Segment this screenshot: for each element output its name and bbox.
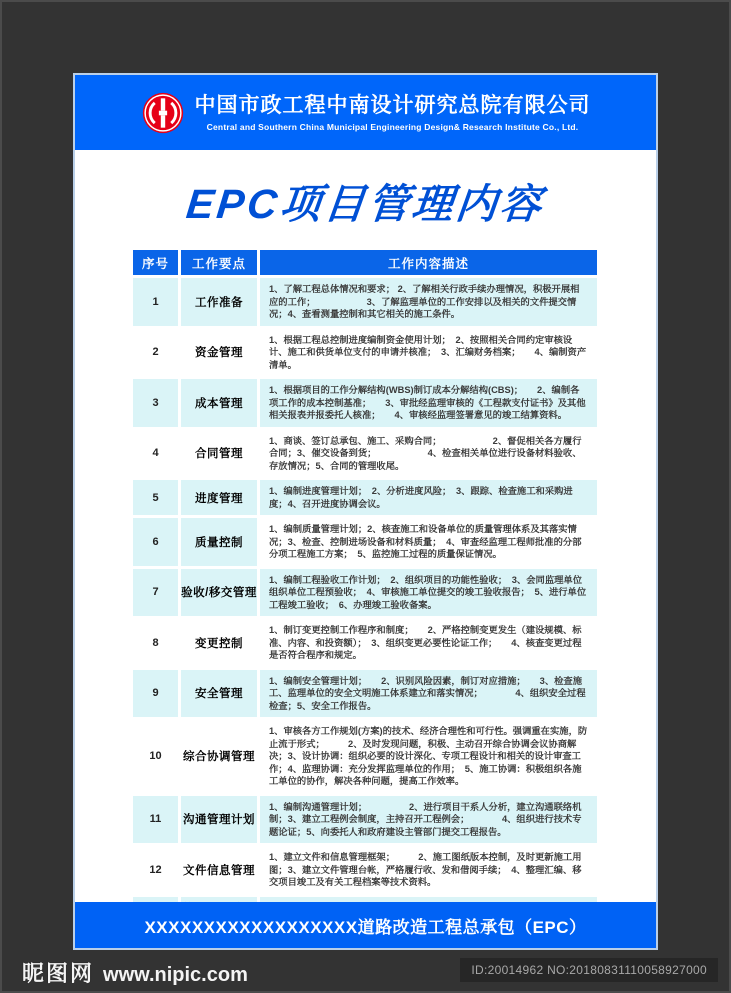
row-number-cell: 3: [133, 379, 178, 427]
table-row: [133, 670, 597, 718]
watermark-site-url: www.nipic.com: [103, 964, 248, 986]
row-number-cell: 7: [133, 569, 178, 617]
poster-footer-band: [75, 902, 656, 948]
institute-logo-icon: [141, 91, 185, 135]
project-name: XXXXXXXXXXXXXXXXXX道路改造工程总承包（EPC）: [144, 917, 587, 937]
table-row: [133, 720, 597, 793]
row-desc-cell: 1、编制工程验收工作计划； 2、组织项目的功能性验收； 3、会同监理单位组织单位工程预验收； 4、审核施工单位提交的竣工验收报告； 5、进行单位工程竣工验收； 6、办理竣工验收备案。: [260, 569, 597, 617]
row-number-cell: 8: [133, 619, 178, 667]
company-name-block: [195, 93, 591, 132]
row-point-cell: 沟通管理计划: [181, 796, 257, 844]
table-row: [133, 796, 597, 844]
row-desc-cell: 1、编制沟通管理计划； 2、进行项目干系人分析，建立沟通联络机制；3、建立工程例会制度，主持召开工程例会； 4、组织进行技术专题论证；5、向委托人和政府建设主管部门提交工程报告。: [260, 796, 597, 844]
row-number-cell: 9: [133, 670, 178, 718]
row-number-cell: 2: [133, 329, 178, 377]
epc-poster: [73, 73, 658, 950]
table-row: [133, 518, 597, 566]
watermark-id-badge: ID:20014962 NO:20180831110058927000: [460, 958, 718, 982]
column-header-desc: 工作内容描述: [260, 250, 597, 275]
row-point-cell: 合同管理: [181, 430, 257, 478]
poster-header-band: [75, 75, 656, 150]
column-header-point: 工作要点: [181, 250, 257, 275]
row-point-cell: 验收/移交管理: [181, 569, 257, 617]
page-title: EPC项目管理内容: [184, 180, 547, 227]
company-name-en: Central and Southern China Municipal Engineering Design& Research Institute Co., Ltd.: [206, 122, 579, 132]
row-desc-cell: 1、制订变更控制工作程序和制度； 2、严格控制变更发生（建设规模、标准、内容、和投资额）； 3、组织变更必要性论证工作； 4、核查变更过程是否符合程序和规定。: [260, 619, 597, 667]
row-point-cell: 综合协调管理: [181, 720, 257, 793]
table-row: [133, 480, 597, 515]
row-number-cell: 6: [133, 518, 178, 566]
row-desc-cell: 1、编制质量管理计划；2、核查施工和设备单位的质量管理体系及其落实情况；3、检查、控制进场设备和材料质量； 4、审查经监理工程师批准的分部分项工程施工方案； 5、监控施工过程的质量保证情况。: [260, 518, 597, 566]
row-desc-cell: 1、编制进度管理计划； 2、分析进度风险； 3、跟踪、检查施工和采购进度；4、召开进度协调会议。: [260, 480, 597, 515]
table-row: [133, 379, 597, 427]
row-desc-cell: 1、商谈、签订总承包、施工、采购合同； 2、督促相关各方履行合同；3、催交设备到货； 4、检查相关单位进行设备材料验收、存放情况；5、合同的管理收尾。: [260, 430, 597, 478]
row-point-cell: 工作准备: [181, 278, 257, 326]
table-row: [133, 619, 597, 667]
row-desc-cell: 1、了解工程总体情况和要求； 2、了解相关行政手续办理情况，积极开展相应的工作； 3、了解监理单位的工作安排以及相关的文件提交情况；4、查看测量控制和其它相关的施工条件。: [260, 278, 597, 326]
table-row: [133, 846, 597, 894]
table-row: [133, 278, 597, 326]
row-number-cell: 11: [133, 796, 178, 844]
row-desc-cell: 1、建立文件和信息管理框架； 2、施工图纸版本控制，及时更新施工用图；3、建立文件管理台帐，严格履行收、发和借阅手续； 4、整理汇编、移交项目竣工及有关工程档案等技术资料。: [260, 846, 597, 894]
watermark-site: [22, 957, 248, 988]
row-point-cell: 质量控制: [181, 518, 257, 566]
table-body: [133, 278, 597, 919]
title-area: [75, 150, 656, 250]
row-number-cell: 4: [133, 430, 178, 478]
row-point-cell: 变更控制: [181, 619, 257, 667]
row-desc-cell: 1、根据工程总控制进度编制资金使用计划； 2、按照相关合同约定审核设计、施工和供货单位支付的申请并核准； 3、汇编财务档案； 4、编制资产清单。: [260, 329, 597, 377]
row-number-cell: 12: [133, 846, 178, 894]
column-header-no: 序号: [133, 250, 178, 275]
management-table: [133, 250, 597, 901]
row-point-cell: 文件信息管理: [181, 846, 257, 894]
row-number-cell: 5: [133, 480, 178, 515]
row-number-cell: 10: [133, 720, 178, 793]
row-point-cell: 资金管理: [181, 329, 257, 377]
table-header-row: [133, 250, 597, 275]
row-point-cell: 进度管理: [181, 480, 257, 515]
watermark-bar: [0, 950, 731, 993]
row-point-cell: 安全管理: [181, 670, 257, 718]
company-name-cn: 中国市政工程中南设计研究总院有限公司: [194, 94, 591, 117]
row-desc-cell: 1、审核各方工作规划(方案)的技术、经济合理性和可行性。强调重在实施，防止流于形式； 2、及时发现问题，积极、主动召开综合协调会议协商解决；3、设计协调：组织必要的设计深化、专项工程设计和相关的设计审查工作；4、监理协调：充分发挥监理单位的作用； 5、施工协调：积极组织各施工单位的协作，解决各种问题，提高工作效率。: [260, 720, 597, 793]
row-number-cell: 1: [133, 278, 178, 326]
row-desc-cell: 1、根据项目的工作分解结构(WBS)制订成本分解结构(CBS)； 2、编制各项工作的成本控制基准； 3、审批经监理审核的《工程款支付证书》及其他相关报表并报委托人核准； 4、审核经监理签署意见的竣工结算资料。: [260, 379, 597, 427]
table-row: [133, 430, 597, 478]
table-row: [133, 569, 597, 617]
watermark-site-name: 昵图网: [22, 961, 95, 986]
row-desc-cell: 1、编制安全管理计划； 2、识别风险因素，制订对应措施； 3、检查施工、监理单位的安全文明施工体系建立和落实情况； 4、组织安全过程检查；5、安全工作报告。: [260, 670, 597, 718]
row-point-cell: 成本管理: [181, 379, 257, 427]
table-row: [133, 329, 597, 377]
